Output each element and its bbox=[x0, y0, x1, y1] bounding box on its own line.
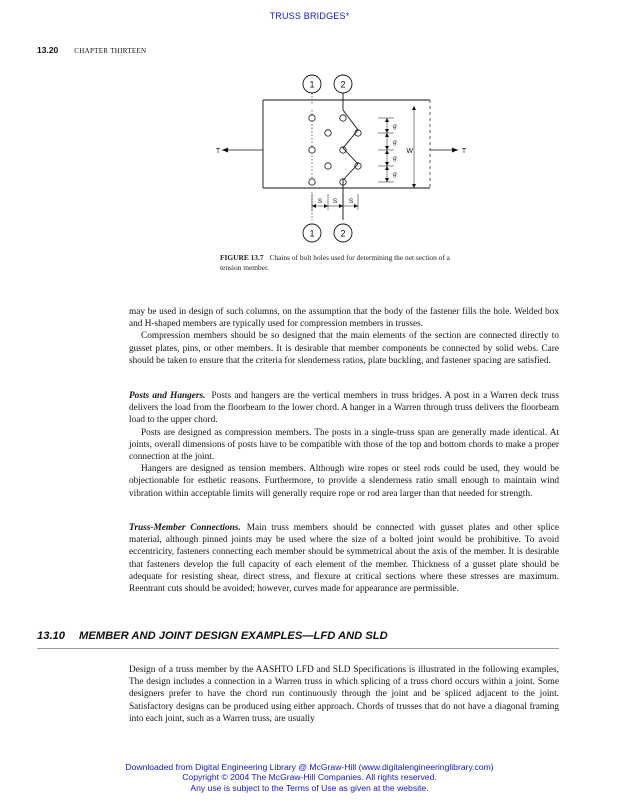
document-title-banner: TRUSS BRIDGES* bbox=[269, 11, 350, 21]
gauge-label-1: g bbox=[393, 123, 397, 130]
footer-download-link[interactable]: Downloaded from Digital Engineering Library @ McGraw-Hill (www.digitalengineeringlibrary.com) bbox=[125, 762, 494, 772]
chain-2-top-label: 2 bbox=[340, 79, 346, 90]
body-block-design-examples bbox=[129, 664, 559, 725]
tension-label-right: T bbox=[461, 148, 467, 155]
bolt-hole-diagram bbox=[200, 70, 480, 250]
paragraph: may be used in design of such columns, on the assumption that the body of the fastener fills the hole. Welded box and H-shaped members are typically used for compression members in trusses. bbox=[129, 307, 559, 330]
chain-1-bottom-label: 1 bbox=[309, 228, 315, 239]
stagger-label-1: S bbox=[317, 198, 323, 205]
body-block-posts-hangers bbox=[129, 390, 559, 500]
paragraph bbox=[129, 522, 559, 595]
section-title: MEMBER AND JOINT DESIGN EXAMPLES—LFD AND SLD bbox=[79, 630, 388, 642]
chapter-title: CHAPTER THIRTEEN bbox=[74, 47, 147, 55]
run-in-heading: Truss-Member Connections. bbox=[129, 523, 241, 533]
figure-caption-text: Chains of bolt holes used for determining the net section of a tension member. bbox=[220, 253, 450, 272]
gauge-label-4: g bbox=[393, 171, 397, 178]
stagger-label-2: S bbox=[332, 198, 338, 205]
paragraph bbox=[129, 390, 559, 427]
chain-1-top-label: 1 bbox=[309, 79, 315, 90]
footer bbox=[0, 762, 619, 793]
run-in-heading: Posts and Hangers. bbox=[129, 391, 206, 401]
body-block-columns bbox=[129, 306, 559, 367]
chain-2-bottom-label: 2 bbox=[340, 228, 346, 239]
gauge-label-3: g bbox=[393, 155, 397, 162]
gauge-label-2: g bbox=[393, 139, 397, 146]
body-block-connections bbox=[129, 522, 559, 595]
tension-label-left: T bbox=[215, 148, 221, 155]
paragraph: Posts are designed as compression members. The posts in a single-truss span are generally made identical. At joints, overall dimensions of posts have to be compatible with those of the top and bottom chords to make a proper connection at the joint. bbox=[129, 427, 559, 463]
page-number: 13.20 bbox=[37, 45, 59, 55]
figure-caption-label: FIGURE 13.7 bbox=[220, 253, 264, 262]
paragraph-text: Posts and hangers are the vertical members in truss bridges. A post in a Warren deck truss delivers the load from the floorbeam to the lower chord. A hanger in a Warren through truss delivers the floorbeam load to the upper chord. bbox=[129, 391, 559, 426]
width-label: W bbox=[406, 148, 413, 155]
paragraph-text: Main truss members should be connected with gusset plates and other splice material, although pinned joints may be used where the size of a bolted joint would be prohibitive. To avoid eccentricity, fasteners connecting each member should be symmetrical about the axis of the member. It is desirable that fasteners develop the full capacity of each element of the member. Thickness of a gusset plate should be adequate for resisting shear, direct stress, and flexure at critical sections where these stresses are maximum. Reentrant cuts should be avoided; however, curves made for appearance are permissible. bbox=[129, 523, 559, 595]
paragraph: Design of a truss member by the AASHTO LFD and SLD Specifications is illustrated in the following examples, The design includes a connection in a Warren truss in which splicing of a truss chord occurs within a joint. Some designers prefer to have the chord run continuously through the joint and be spliced adjacent to the joint. Satisfactory designs can be produced using either approach. Chords of trusses that do not have a diagonal framing into each joint, such as a Warren truss, are usually bbox=[129, 665, 559, 724]
stagger-label-3: S bbox=[348, 198, 354, 205]
section-heading bbox=[37, 630, 559, 649]
paragraph: Hangers are designed as tension members. Although wire ropes or steel rods could be used, they would be objectionable for esthetic reasons. Furthermore, to provide a slenderness ratio small enough to maintain wind vibration within acceptable limits will generally require rope or rod area larger than that needed for strength. bbox=[129, 464, 559, 499]
paragraph: Compression members should be so designed that the main elements of the section are connected directly to gusset plates, pins, or other members. It is desirable that member components be connected by solid webs. Care should be taken to ensure that the criteria for slenderness ratios, plate buckling, and fastener spacing are satisfied. bbox=[129, 331, 559, 366]
running-head bbox=[37, 45, 146, 55]
footer-terms-link[interactable]: Any use is subject to the Terms of Use as given at the website. bbox=[190, 782, 429, 793]
figure-caption bbox=[220, 253, 470, 273]
footer-copyright-link[interactable]: Copyright © 2004 The McGraw-Hill Companies. All rights reserved. bbox=[182, 772, 437, 783]
section-number: 13.10 bbox=[37, 630, 65, 642]
